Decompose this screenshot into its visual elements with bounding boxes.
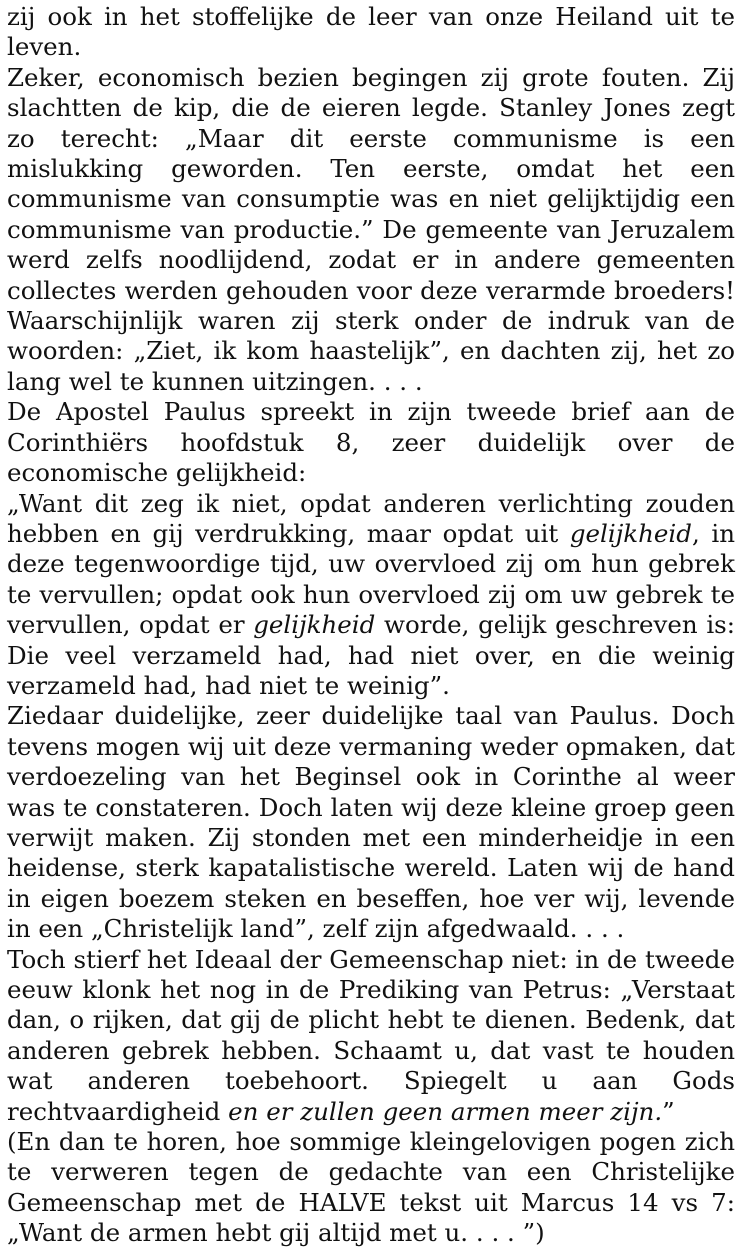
text-span: zij ook in het stoffelijke de leer van onze Heiland uit te leven.: [7, 2, 735, 62]
text-span: Toch stierf het Ideaal der Gemeenschap niet: in de tweede eeuw klonk het nog in de Prediking van Petrus: „Verstaat dan, o rijken, dat gij de plicht hebt te dienen. Bedenk, dat anderen gebrek hebben. Schaamt u, dat vast te houden wat anderen toebehoort. Spiegelt u aan Gods rechtvaardigheid: [7, 944, 735, 1126]
text-span: ”: [662, 1096, 675, 1126]
text-span: (En dan te horen, hoe sommige kleingelovigen pogen zich te verweren tegen de gedachte van een Christelijke Gemeenschap met de HALVE tekst uit Marcus 14 vs 7: „Want de armen hebt gij altijd met u. . . . ”): [7, 1127, 735, 1248]
italic-emphasis: gelijkheid: [253, 610, 376, 640]
italic-emphasis: en er zullen geen armen meer zijn.: [228, 1096, 663, 1126]
text-span: Ziedaar duidelijke, zeer duidelijke taal van Paulus. Doch tevens mogen wij uit deze vermaning weder opmaken, dat verdoezeling van het Beginsel ook in Corinthe al weer was te constateren. Doch laten wij deze kleine groep geen verwijt maken. Zij stonden met een minderheidje in een heidense, sterk kapatalistische wereld. Laten wij de hand in eigen boezem steken en beseffen, hoe ver wij, levende in een „Christelijk land”, zelf zijn afgedwaald. . . .: [7, 701, 735, 944]
paragraph-4-quote: [7, 489, 735, 702]
text-span: „Want dit zeg ik niet, opdat anderen verlichting zouden hebben en gij verdrukking, maar opdat uit: [7, 488, 735, 548]
document-page: [7, 2, 735, 1249]
paragraph-7: [7, 1127, 735, 1249]
paragraph-1: [7, 2, 735, 63]
text-span: worde, gelijk geschreven is: Die veel verzameld had, had niet over, en die weinig verzameld had, had niet te weinig”.: [7, 610, 735, 700]
paragraph-3: [7, 397, 735, 488]
italic-emphasis: gelijkheid: [569, 518, 692, 548]
text-span: Zeker, economisch bezien begingen zij grote fouten. Zij slachtten de kip, die de eieren legde. Stanley Jones zegt zo terecht: „Maar dit eerste communisme is een mislukking geworden. Ten eerste, omdat het een communisme van consumptie was en niet gelijktijdig een communisme van productie.” De gemeente van Jeruzalem werd zelfs noodlijdend, zodat er in andere gemeenten collectes werden gehouden voor deze verarmde broeders! Waarschijnlijk waren zij sterk onder de indruk van de woorden: „Ziet, ik kom haastelijk”, en dachten zij, het zo lang wel te kunnen uitzingen. . . .: [7, 62, 735, 396]
text-span: De Apostel Paulus spreekt in zijn tweede brief aan de Corinthiërs hoofdstuk 8, zeer duidelijk over de economische gelijkheid:: [7, 397, 735, 488]
paragraph-5: [7, 701, 735, 944]
paragraph-6: [7, 945, 735, 1127]
text-span: , in deze tegenwoordige tijd, uw overvloed zij om hun gebrek te vervullen; opdat ook hun overvloed zij om uw gebrek te vervullen, opdat er: [7, 518, 735, 640]
paragraph-2: [7, 63, 735, 397]
